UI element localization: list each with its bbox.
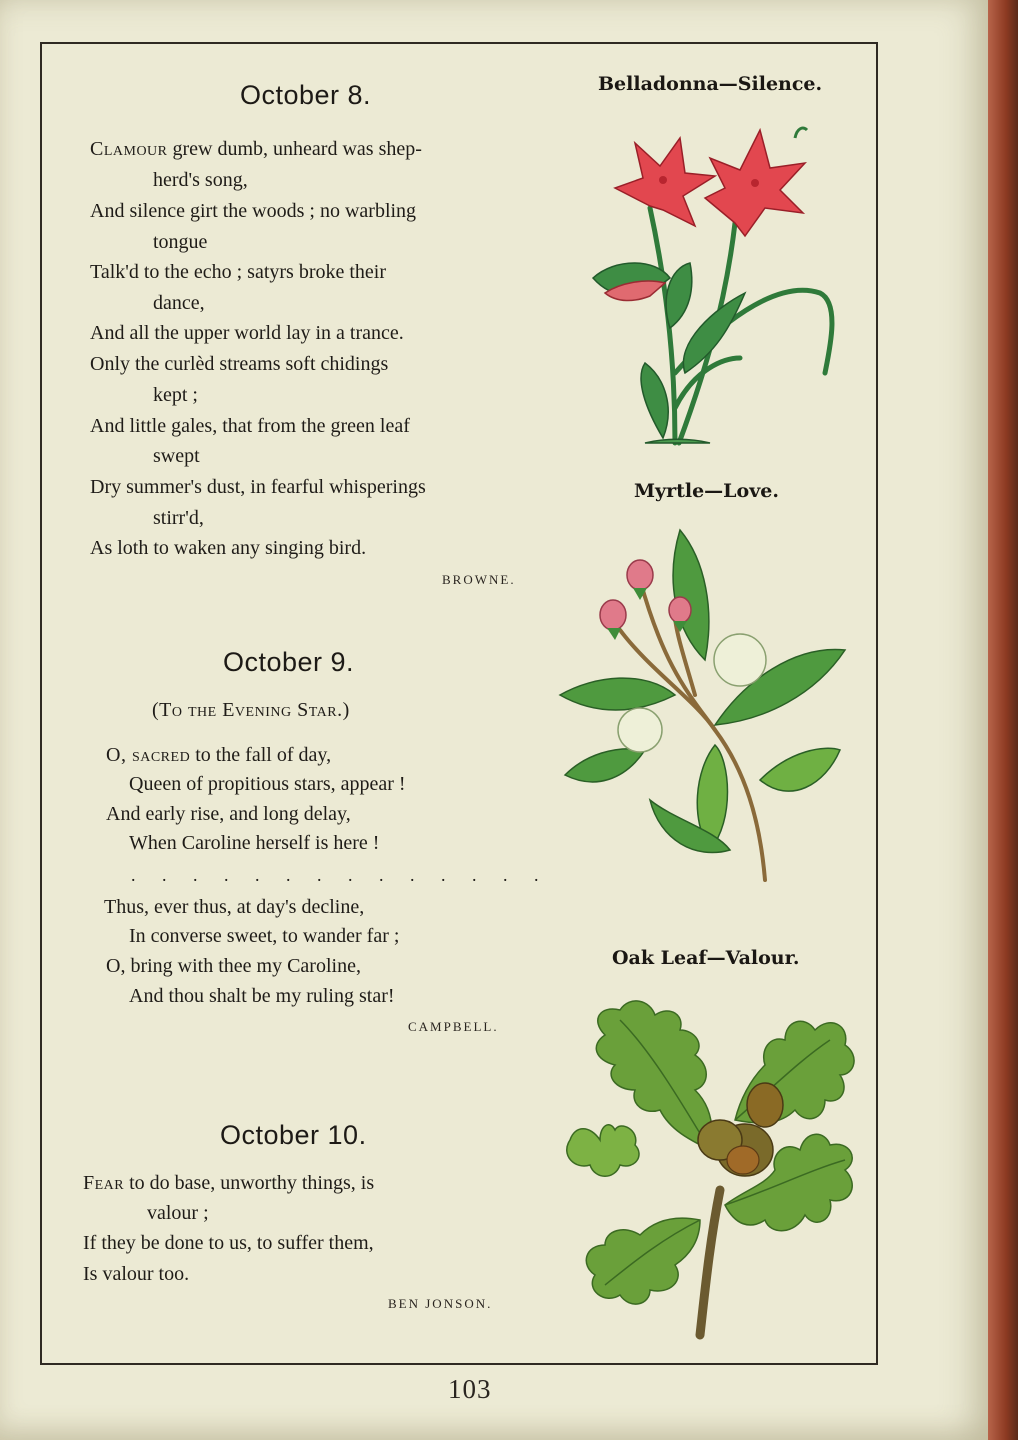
- plant-caption-oak: Oak Leaf—Valour.: [612, 947, 800, 969]
- myrtle-illustration: [555, 520, 855, 885]
- verse-line: O, bring with thee my Caroline,: [106, 955, 361, 977]
- verse-line: If they be done to us, to suffer them,: [83, 1232, 374, 1254]
- verse-line: Thus, ever thus, at day's decline,: [104, 896, 365, 918]
- belladonna-illustration: [575, 118, 850, 453]
- verse-line: Is valour too.: [83, 1263, 190, 1285]
- verse-line: O, sacred to the fall of day,: [106, 744, 332, 766]
- ellipsis-row: . . . . . . . . . . . . . .: [131, 865, 550, 885]
- entry-heading: October 9.: [223, 647, 355, 677]
- verse-line: swept: [153, 445, 200, 467]
- verse-line: tongue: [153, 231, 208, 253]
- verse-line: And all the upper world lay in a trance.: [90, 322, 404, 344]
- verse-line: Dry summer's dust, in fearful whisperings: [90, 476, 426, 498]
- entry-heading: October 8.: [240, 80, 372, 110]
- verse-line: As loth to waken any singing bird.: [90, 537, 367, 559]
- verse-line: And early rise, and long delay,: [106, 803, 351, 825]
- verse-line: stirr'd,: [153, 507, 204, 529]
- entry-heading: October 10.: [220, 1120, 367, 1150]
- page-number: 103: [448, 1374, 492, 1404]
- verse-line: dance,: [153, 292, 205, 314]
- plant-caption-belladonna: Belladonna—Silence.: [598, 73, 823, 95]
- poem-subtitle: (To the Evening Star.): [152, 699, 350, 721]
- verse-line: And thou shalt be my ruling star!: [129, 985, 395, 1007]
- author-attribution: BEN JONSON.: [388, 1296, 493, 1311]
- verse-line: Only the curlèd streams soft chidings: [90, 353, 389, 375]
- verse-line: And little gales, that from the green leaf: [90, 415, 410, 437]
- plant-caption-myrtle: Myrtle—Love.: [634, 480, 779, 502]
- verse-line: Talk'd to the echo ; satyrs broke their: [90, 261, 387, 283]
- verse-line: kept ;: [153, 384, 198, 406]
- oak-leaf-illustration: [560, 990, 860, 1340]
- verse-line: valour ;: [147, 1202, 209, 1224]
- verse-line: Clamour grew dumb, unheard was shep-: [90, 138, 422, 160]
- verse-line: herd's song,: [153, 169, 248, 191]
- verse-line: Queen of propitious stars, appear !: [129, 773, 406, 795]
- verse-line: Fear to do base, unworthy things, is: [83, 1172, 375, 1194]
- verse-line: In converse sweet, to wander far ;: [129, 925, 400, 947]
- verse-line: When Caroline herself is here !: [129, 832, 380, 854]
- author-attribution: BROWNE.: [442, 572, 516, 587]
- book-cover-edge: [988, 0, 1018, 1440]
- author-attribution: CAMPBELL.: [408, 1019, 499, 1034]
- verse-line: And silence girt the woods ; no warbling: [90, 200, 417, 222]
